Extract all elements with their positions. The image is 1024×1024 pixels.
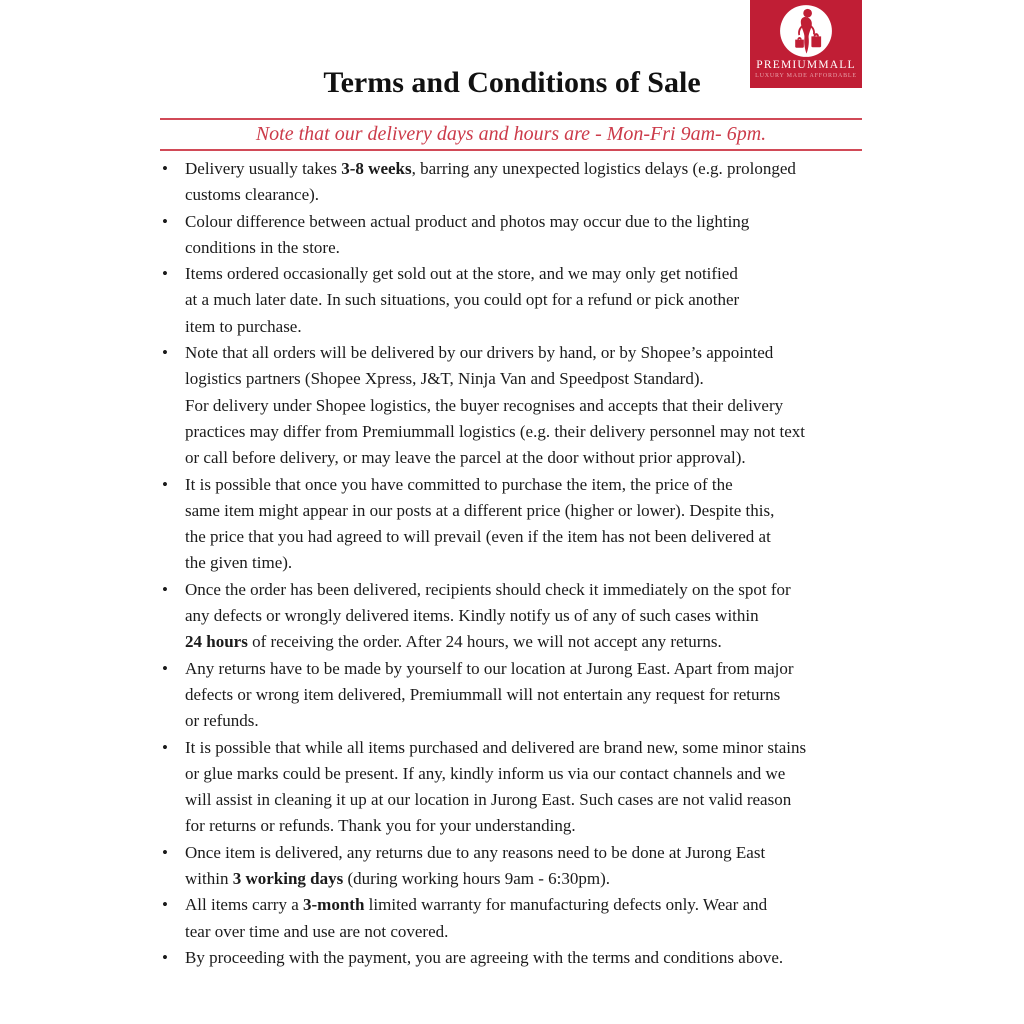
term-item: • Items ordered occasionally get sold out at the store, and we may only get notified at a much later date. In such situations, you could opt for a refund or pick another item to purchase. <box>160 261 900 340</box>
term-item: • It is possible that while all items purchased and delivered are brand new, some minor stains or glue marks could be present. If any, kindly inform us via our contact channels and we will assist in cleaning it up at our location in Jurong East. Such cases are not valid reason for returns or refunds. Thank you for your understanding. <box>160 735 900 840</box>
term-item: • Once the order has been delivered, recipients should check it immediately on the spot for any defects or wrongly delivered items. Kindly notify us of any of such cases within 24 hours of receiving the order. After 24 hours, we will not accept any returns. <box>160 577 900 656</box>
term-item: • Once item is delivered, any returns due to any reasons need to be done at Jurong East within 3 working days (during working hours 9am - 6:30pm). <box>160 840 900 893</box>
divider-top <box>160 118 862 120</box>
woman-shopper-silhouette-icon <box>779 4 833 58</box>
term-item: • Note that all orders will be delivered by our drivers by hand, or by Shopee’s appointed logistics partners (Shopee Xpress, J&T, Ninja Van and Speedpost Standard). For delivery under Shopee logistics, the buyer recognises and accepts that their delivery practices may differ from Premiummall logistics (e.g. their delivery personnel may not text or call before delivery, or may leave the parcel at the door without prior approval). <box>160 340 900 471</box>
term-item: • Any returns have to be made by yourself to our location at Jurong East. Apart from major defects or wrong item delivered, Premiummall will not entertain any request for returns or refunds. <box>160 656 900 735</box>
brand-name: PREMIUMMALL <box>756 59 856 71</box>
page-title: Terms and Conditions of Sale <box>323 66 701 99</box>
term-item: • Delivery usually takes 3-8 weeks, barring any unexpected logistics delays (e.g. prolonged customs clearance). <box>160 156 900 209</box>
brand-tagline: LUXURY MADE AFFORDABLE <box>755 73 857 79</box>
term-item: • By proceeding with the payment, you are agreeing with the terms and conditions above. <box>160 945 900 971</box>
delivery-notice: Note that our delivery days and hours are - Mon-Fri 9am- 6pm. <box>255 123 767 145</box>
term-item: • Colour difference between actual product and photos may occur due to the lighting conditions in the store. <box>160 209 900 262</box>
term-item: • It is possible that once you have committed to purchase the item, the price of the same item might appear in our posts at a different price (higher or lower). Despite this, the price that you had agreed to will prevail (even if the item has not been delivered at the given time). <box>160 472 900 577</box>
term-item: • All items carry a 3-month limited warranty for manufacturing defects only. Wear and tear over time and use are not covered. <box>160 892 900 945</box>
divider-bottom <box>160 149 862 151</box>
terms-list <box>160 156 900 971</box>
